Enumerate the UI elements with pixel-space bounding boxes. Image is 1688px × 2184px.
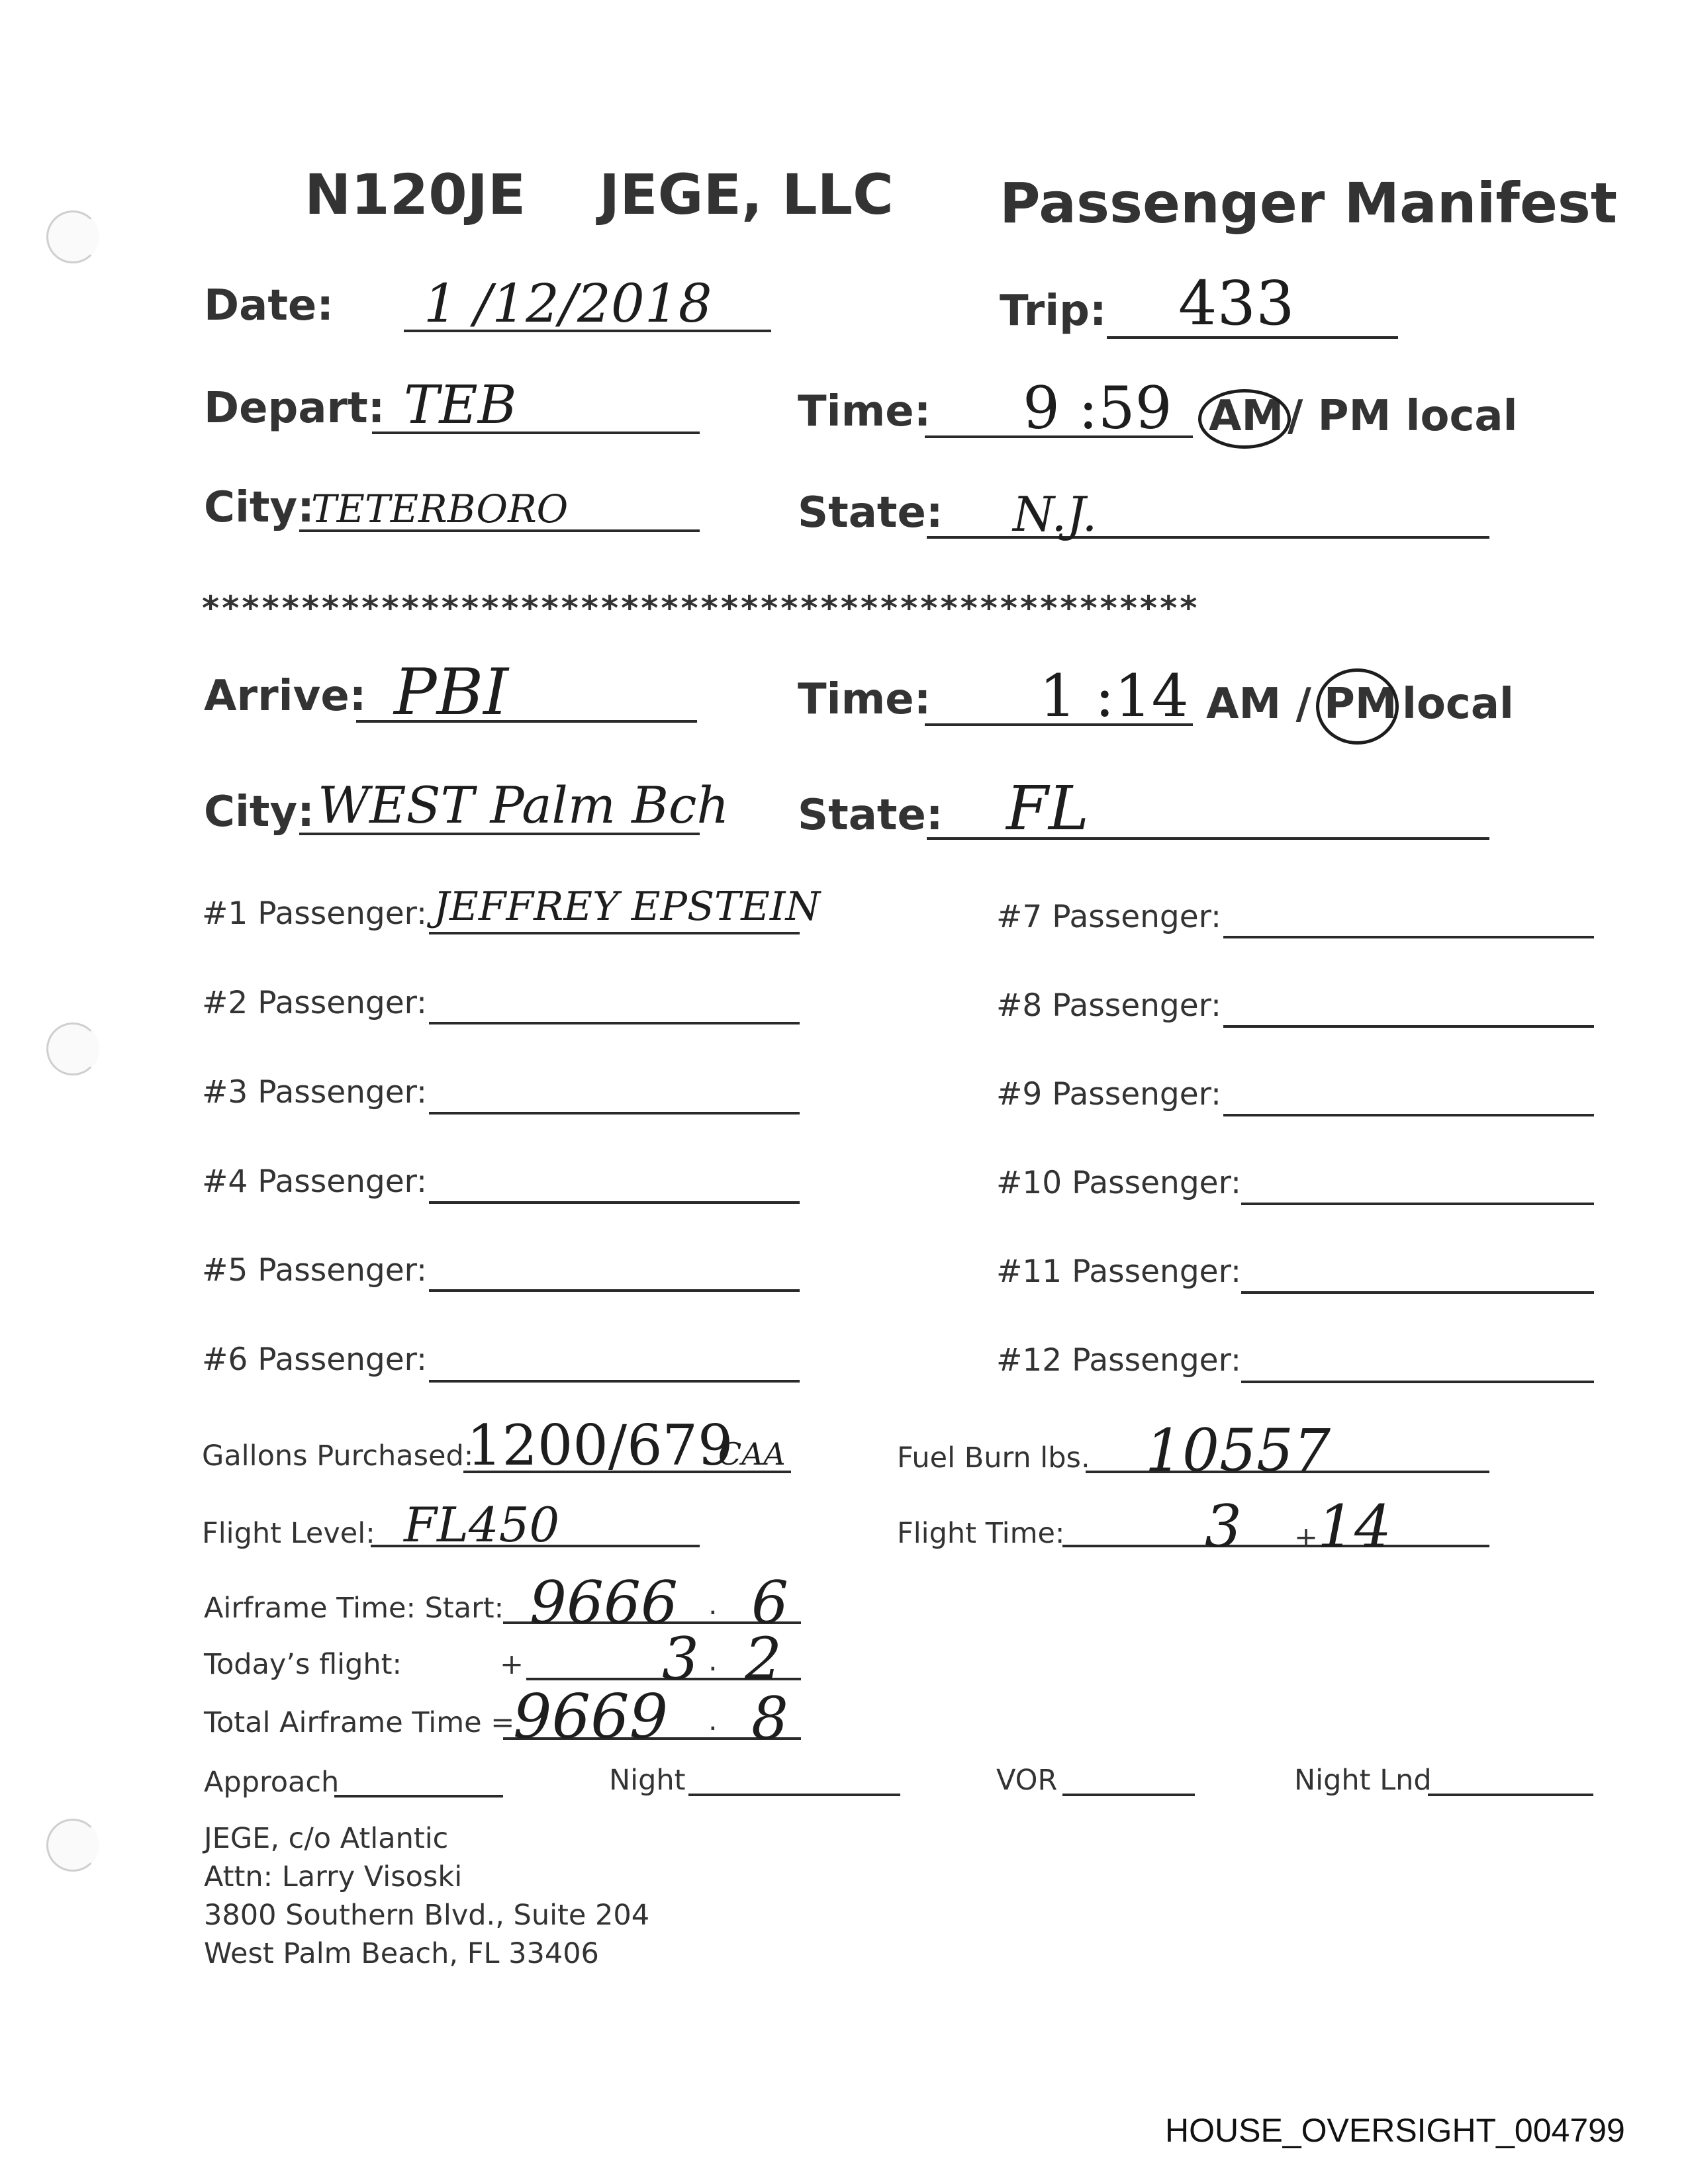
pm-circle-mark xyxy=(1316,668,1399,745)
passenger-7-line xyxy=(1223,936,1594,938)
passenger-11-line xyxy=(1241,1291,1594,1294)
trip-label: Trip: xyxy=(1000,287,1107,336)
passenger-8-label: #8 Passenger: xyxy=(996,987,1222,1024)
night-lnd-line xyxy=(1428,1794,1593,1796)
passenger-5-label: #5 Passenger: xyxy=(202,1252,428,1289)
total-airframe-dot: . xyxy=(708,1704,718,1737)
passenger-5-line xyxy=(429,1289,800,1292)
total-airframe-tenth: 8 xyxy=(751,1684,788,1752)
depart-pm-local: / PM local xyxy=(1288,392,1518,441)
arrive-state-value: FL xyxy=(1006,773,1089,844)
todays-flight-whole: 3 xyxy=(662,1625,699,1693)
passenger-9-line xyxy=(1223,1114,1594,1116)
flight-level-value: FL450 xyxy=(404,1497,560,1553)
address-line-1: JEGE, c/o Atlantic xyxy=(204,1822,449,1855)
passenger-2-label: #2 Passenger: xyxy=(202,985,428,1021)
flight-time-plus: + xyxy=(1294,1521,1319,1554)
todays-flight-dot: . xyxy=(708,1645,718,1678)
arrive-time-label: Time: xyxy=(798,675,931,724)
passenger-1-line xyxy=(429,932,800,934)
address-line-2: Attn: Larry Visoski xyxy=(204,1860,463,1893)
total-airframe-label: Total Airframe Time = xyxy=(204,1706,515,1739)
arrive-pm: PM xyxy=(1324,680,1397,729)
depart-city-value: TETERBORO xyxy=(311,486,569,531)
gallons-purchased-label: Gallons Purchased: xyxy=(202,1439,474,1473)
passenger-6-label: #6 Passenger: xyxy=(202,1342,428,1378)
flight-level-label: Flight Level: xyxy=(202,1517,375,1550)
arrive-am: AM / xyxy=(1206,680,1311,729)
passenger-10-line xyxy=(1241,1203,1594,1205)
depart-label: Depart: xyxy=(204,384,385,433)
gallons-purchased-note: CAA xyxy=(718,1436,786,1472)
arrive-value: PBI xyxy=(394,655,509,729)
night-line xyxy=(688,1794,900,1796)
passenger-3-line xyxy=(429,1112,800,1115)
date-value: 1 /12/2018 xyxy=(424,273,712,334)
am-circle-mark xyxy=(1198,389,1291,449)
passenger-4-label: #4 Passenger: xyxy=(202,1163,428,1200)
binder-hole-top xyxy=(46,210,99,263)
todays-flight-label: Today’s flight: xyxy=(204,1648,402,1681)
vor-label: VOR xyxy=(996,1764,1058,1797)
flight-time-line xyxy=(1062,1545,1489,1547)
binder-hole-middle xyxy=(46,1023,99,1075)
depart-time-label: Time: xyxy=(798,387,931,436)
approach-label: Approach xyxy=(204,1766,340,1799)
passenger-4-line xyxy=(429,1201,800,1204)
depart-value: TEB xyxy=(404,374,517,435)
passenger-8-line xyxy=(1223,1025,1594,1028)
passenger-1-value: JEFFREY EPSTEIN xyxy=(434,884,821,930)
airframe-start-tenth: 6 xyxy=(751,1569,788,1637)
depart-am: AM xyxy=(1209,392,1284,441)
fuel-burn-value: 10557 xyxy=(1145,1416,1331,1484)
passenger-10-label: #10 Passenger: xyxy=(996,1165,1241,1201)
todays-flight-tenth: 2 xyxy=(745,1625,782,1693)
fuel-burn-label: Fuel Burn lbs. xyxy=(897,1441,1090,1475)
flight-time-minutes: 14 xyxy=(1317,1492,1391,1561)
todays-flight-plus: + xyxy=(500,1648,524,1681)
airframe-start-dot: . xyxy=(708,1588,718,1621)
passenger-1-label: #1 Passenger: xyxy=(202,895,428,932)
arrive-state-label: State: xyxy=(798,791,943,840)
company-name: JEGE, LLC xyxy=(599,162,894,227)
date-label: Date: xyxy=(204,281,334,330)
address-line-4: West Palm Beach, FL 33406 xyxy=(204,1937,599,1970)
flight-time-label: Flight Time: xyxy=(897,1517,1065,1550)
trip-value: 433 xyxy=(1178,268,1295,339)
bates-number: HOUSE_OVERSIGHT_004799 xyxy=(1165,2112,1625,2149)
passenger-12-line xyxy=(1241,1381,1594,1383)
airframe-start-label: Airframe Time: Start: xyxy=(204,1592,504,1625)
depart-state-label: State: xyxy=(798,488,943,537)
arrive-label: Arrive: xyxy=(204,672,367,721)
section-separator: ************************************************** xyxy=(202,589,1200,627)
passenger-9-label: #9 Passenger: xyxy=(996,1076,1222,1113)
arrive-time-value: 1 :14 xyxy=(1039,662,1189,730)
depart-time-value: 9 :59 xyxy=(1023,374,1172,442)
arrive-city-value: WEST Palm Bch xyxy=(318,776,729,835)
approach-line xyxy=(334,1795,503,1797)
passenger-7-label: #7 Passenger: xyxy=(996,899,1222,935)
passenger-2-line xyxy=(429,1022,800,1024)
passenger-3-label: #3 Passenger: xyxy=(202,1074,428,1111)
night-label: Night xyxy=(609,1764,686,1797)
arrive-local: local xyxy=(1402,680,1514,729)
tail-number: N120JE xyxy=(305,162,526,227)
airframe-start-whole: 9666 xyxy=(530,1569,678,1637)
gallons-purchased-value: 1200/679 xyxy=(467,1413,733,1478)
vor-line xyxy=(1062,1794,1195,1796)
passenger-6-line xyxy=(429,1380,800,1383)
depart-city-label: City: xyxy=(204,483,314,532)
passenger-11-label: #11 Passenger: xyxy=(996,1253,1241,1290)
depart-state-line xyxy=(927,536,1489,539)
address-line-3: 3800 Southern Blvd., Suite 204 xyxy=(204,1899,650,1932)
flight-time-hours: 3 xyxy=(1205,1492,1242,1561)
night-lnd-label: Night Lnd xyxy=(1294,1764,1432,1797)
page-title: Passenger Manifest xyxy=(1000,171,1618,236)
binder-hole-bottom xyxy=(46,1819,99,1872)
depart-state-value: N.J. xyxy=(1013,486,1098,542)
passenger-12-label: #12 Passenger: xyxy=(996,1342,1241,1379)
arrive-city-label: City: xyxy=(204,788,314,837)
total-airframe-whole: 9669 xyxy=(513,1681,669,1752)
